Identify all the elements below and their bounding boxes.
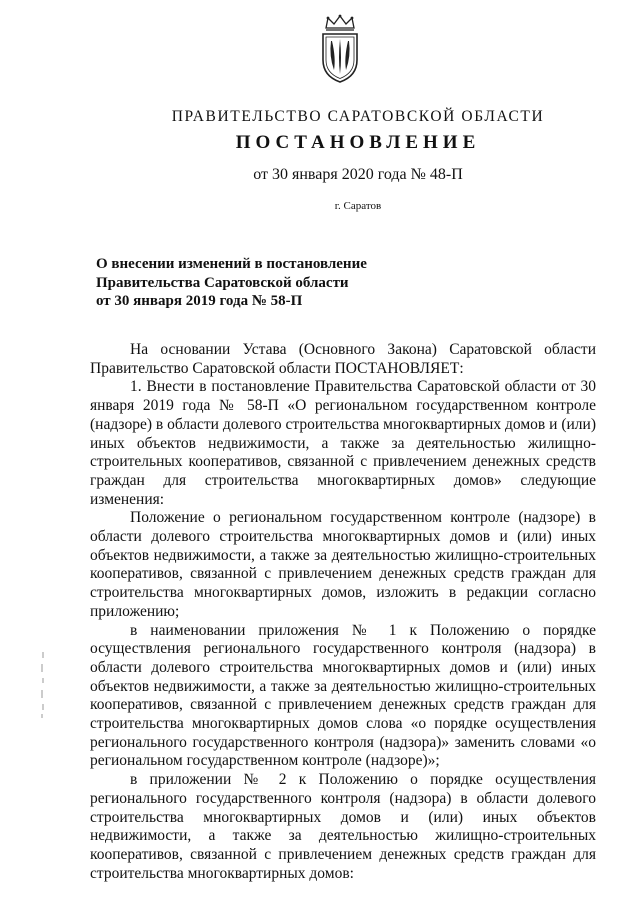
subject-line: от 30 января 2019 года № 58-П xyxy=(96,293,303,309)
body-paragraph: 1. Внести в постановление Правительства Саратовской области от 30 января 2019 года № 58-П «О региональном государственном контроле (надзоре) в области долевого строительства многоквартирных домов и (или) иных объектов недвижимости, а также за деятельностью жилищно-строительных кооперативов, связанной с привлечением денежных средств граждан для строительства многоквартирных домов» следующие изменения: xyxy=(90,378,596,508)
document-type-heading: ПОСТАНОВЛЕНИЕ xyxy=(235,132,481,153)
margin-stamp-mark xyxy=(38,650,48,720)
document-subject xyxy=(96,255,416,311)
document-city: г. Саратов xyxy=(334,200,382,212)
document-body xyxy=(90,341,596,883)
body-paragraph: в наименовании приложения № 1 к Положению о порядке осуществления регионального государственного контроля (надзора) в области долевого строительства многоквартирных домов и (или) иных объектов недвижимости, а также за деятельностью жилищно-строительных кооперативов, связанной с привлечением денежных средств граждан для строительства многоквартирных домов слова «о порядке осуществления регионального государственного контроля (надзора)» заменить словами «о региональном государственном контроле (надзоре)»; xyxy=(90,621,596,770)
body-paragraph: в приложении № 2 к Положению о порядке осуществления регионального государственного контроля (надзора) в области долевого строительства многоквартирных домов и (или) иных объектов недвижимости, а также за деятельностью жилищно-строительных кооперативов, связанной с привлечением денежных средств граждан для строительства многоквартирных домов: xyxy=(90,771,596,882)
document-date-number: от 30 января 2020 года № 48-П xyxy=(253,166,463,183)
subject-line: Правительства Саратовской области xyxy=(96,274,349,291)
government-title: ПРАВИТЕЛЬСТВО САРАТОВСКОЙ ОБЛАСТИ xyxy=(171,108,545,125)
body-paragraph: Положение о региональном государственном контроле (надзоре) в области долевого строительства многоквартирных домов и (или) иных объектов недвижимости, а также за деятельностью жилищно-строительных кооперативов, связанной с привлечением денежных средств граждан для строительства многоквартирных домов, изложить в редакции согласно приложению; xyxy=(90,509,596,620)
subject-line: О внесении изменений в постановление xyxy=(96,256,367,272)
body-paragraph: На основании Устава (Основного Закона) Саратовской области Правительство Саратовской области ПОСТАНОВЛЯЕТ: xyxy=(90,341,596,377)
saratov-coat-of-arms-icon xyxy=(318,14,362,84)
